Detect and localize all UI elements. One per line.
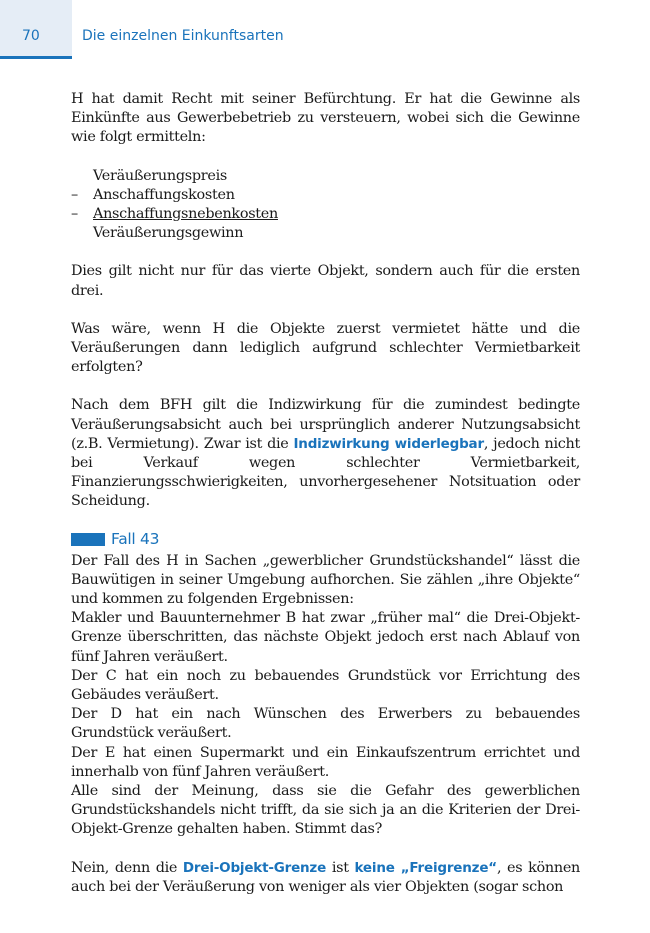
case-heading <box>71 528 580 552</box>
case-paragraph: Der D hat ein nach Wünschen des Erwerbers zu bebauendes Grundstück veräußert. <box>71 706 580 742</box>
text-run: Nein, denn die <box>71 859 183 876</box>
spacer <box>71 301 580 320</box>
case-title: Fall 43 <box>111 529 160 548</box>
chapter-title: Die einzelnen Einkunftsarten <box>82 28 284 44</box>
calc-operator: – <box>71 186 78 203</box>
highlight-term: Drei-Objekt-Grenze <box>182 859 327 876</box>
case-paragraph: Der Fall des H in Sachen „gewerblicher Grundstückshandel“ lässt die Bauwütigen in seiner Umgebung aufhorchen. Sie zählen „ihre Objekte“ und kommen zu folgenden Ergebnissen: <box>71 552 580 607</box>
case-paragraph: Alle sind der Meinung, dass sie die Gefahr des gewerblichen Grundstückshandels nicht trifft, da sie sich ja an die Kriterien der Drei-Objekt-Grenze gehalten haben. Stimmt das? <box>71 783 580 838</box>
text-run: , jedoch nicht bei Verkauf wegen schlechter Vermietbarkeit, Finanzierungsschwierigkeiten, unvorhergesehener Notsituation oder Scheidung. <box>71 435 580 510</box>
calc-line-result <box>71 224 580 243</box>
text-run: Nach dem BFH gilt die Indizwirkung für die zumindest bedingte Veräußerungsabsicht auch bei ursprünglich anderer Nutzungsabsicht (z.B. Vermietung). Zwar ist die <box>71 397 580 452</box>
spacer <box>71 148 580 167</box>
page-number: 70 <box>22 28 40 44</box>
header-accent-line <box>0 56 72 59</box>
spacer <box>71 840 580 859</box>
calc-operator: – <box>71 205 78 222</box>
text-run: , es können auch bei der Veräußerung von weniger als vier Objekten (sogar schon <box>71 859 581 895</box>
paragraph-gewinne: H hat damit Recht mit seiner Befürchtung. Er hat die Gewinne als Einkünfte aus Gewerbebetrieb zu versteuern, wobei sich die Gewinne wie folgt ermitteln: <box>71 91 580 146</box>
paragraph-objekte: Dies gilt nicht nur für das vierte Objekt, sondern auch für die ersten drei. <box>71 263 580 299</box>
case-marker-bar <box>71 533 105 546</box>
calc-label: Anschaffungskosten <box>93 186 235 203</box>
calc-line <box>71 167 580 186</box>
calc-line <box>71 186 580 205</box>
highlight-term: keine „Freigrenze“ <box>354 859 497 876</box>
calc-line-subtotal <box>71 205 580 224</box>
spacer <box>71 512 580 526</box>
page-body <box>71 90 580 897</box>
calc-label: Veräußerungsgewinn <box>93 225 244 242</box>
paragraph-answer <box>71 859 580 897</box>
calc-label: Anschaffungsnebenkosten <box>93 205 278 222</box>
gain-calculation <box>71 167 580 244</box>
calc-label: Veräußerungspreis <box>93 167 227 184</box>
text-run: ist <box>326 859 355 876</box>
case-paragraph: Der C hat ein noch zu bebauendes Grundstück vor Errichtung des Gebäudes veräußert. <box>71 667 580 704</box>
highlight-term: Indizwirkung widerlegbar <box>293 435 484 452</box>
paragraph-bfh <box>71 396 580 511</box>
case-paragraph: Der E hat einen Supermarkt und ein Einkaufszentrum errichtet und innerhalb von fünf Jahren veräußert. <box>71 744 580 780</box>
spacer <box>71 377 580 396</box>
paragraph-question: Was wäre, wenn H die Objekte zuerst vermietet hätte und die Veräußerungen dann lediglich aufgrund schlechter Vermietbarkeit erfolgten? <box>71 320 580 376</box>
spacer <box>71 243 580 262</box>
case-paragraph: Makler und Bauunternehmer B hat zwar „früher mal“ die Drei-Objekt-Grenze überschritten, das nächste Objekt jedoch erst nach Ablauf von fünf Jahren veräußert. <box>71 610 580 665</box>
